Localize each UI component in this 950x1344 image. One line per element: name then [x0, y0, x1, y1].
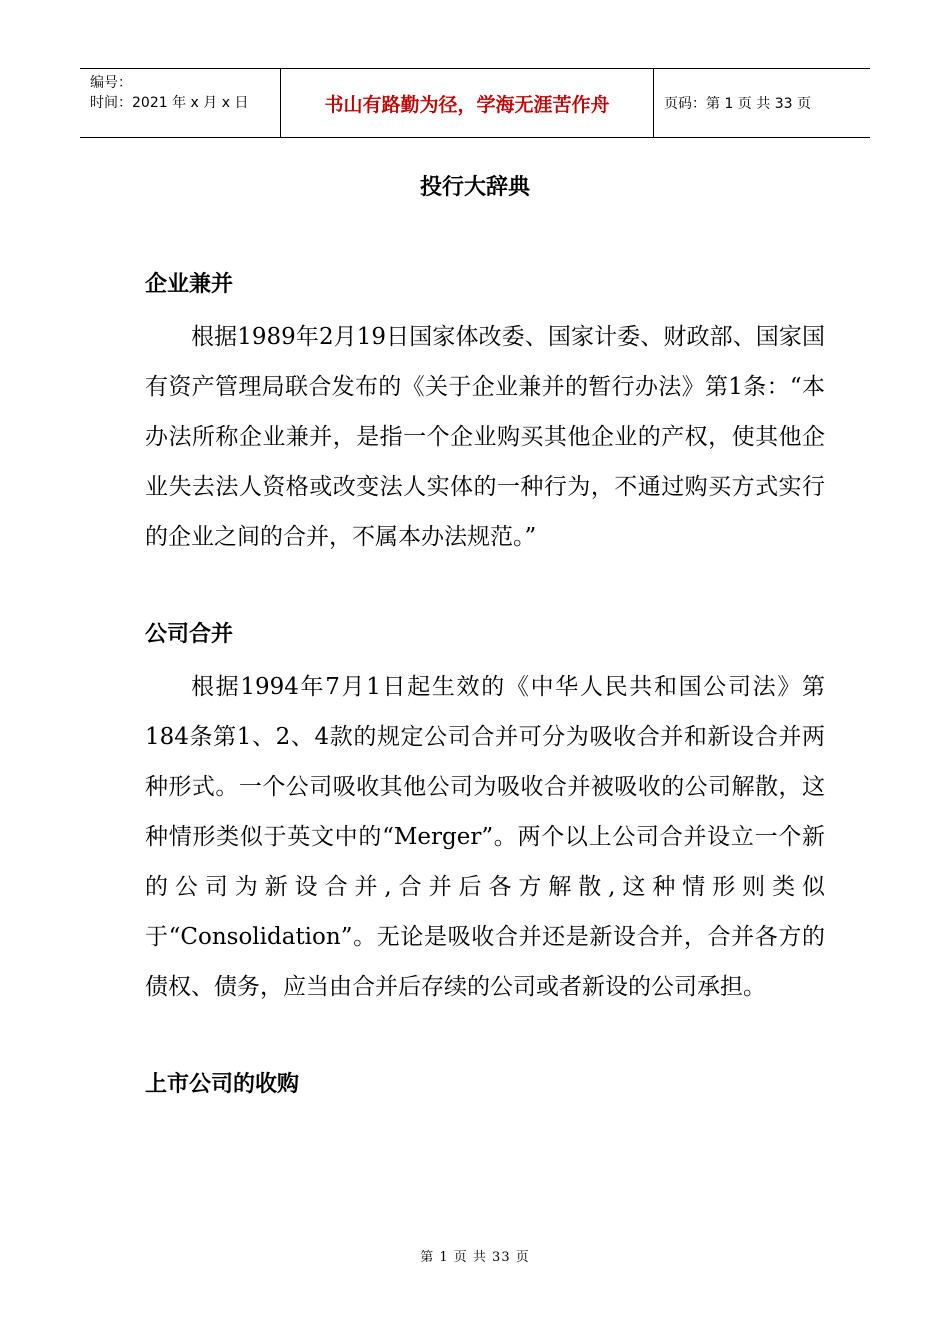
section-body-company-merger: 根据1994年7月1日起生效的《中华人民共和国公司法》第184条第1、2、4款的规定公司合并可分为吸收合并和新设合并两种形式。一个公司吸收其他公司为吸收合并被吸收的公司解散，这种情形类似于英文中的“Merger”。两个以上公司合并设立一个新的公司为新设合并,合并后各方解散,这种情形则类似于“Consolidation”。无论是吸收合并还是新设合并，合并各方的债权、债务，应当由合并后存续的公司或者新设的公司承担。: [145, 674, 825, 1000]
document-date-label: 时间：2021 年 x 月 x 日: [90, 95, 249, 111]
section-heading-company-merger: 公司合并: [145, 622, 234, 647]
page-header: [80, 68, 870, 138]
section-heading-merger: 企业兼并: [145, 272, 234, 297]
page-footer: 第 1 页 共 33 页: [420, 1250, 530, 1265]
section-spacer: [145, 562, 825, 612]
document-title: 投行大辞典: [419, 175, 530, 200]
header-motto: 书山有路勤为径，学海无涯苦作舟: [281, 69, 654, 137]
section-heading-listed-acquisition: 上市公司的收购: [145, 1072, 300, 1097]
section-body-merger: 根据1989年2月19日国家体改委、国家计委、财政部、国家国有资产管理局联合发布的《关于企业兼并的暂行办法》第1条：“本办法所称企业兼并，是指一个企业购买其他企业的产权，使其他企业失去法人资格或改变法人实体的一种行为，不通过购买方式实行的企业之间的合并，不属本办法规范。”: [145, 324, 825, 550]
document-number-label: 编号：: [90, 75, 132, 91]
header-page-number: 页码：第 1 页 共 33 页: [664, 96, 811, 112]
section-spacer: [145, 1012, 825, 1062]
document-body: [145, 262, 825, 1112]
header-meta-cell: [80, 69, 281, 137]
